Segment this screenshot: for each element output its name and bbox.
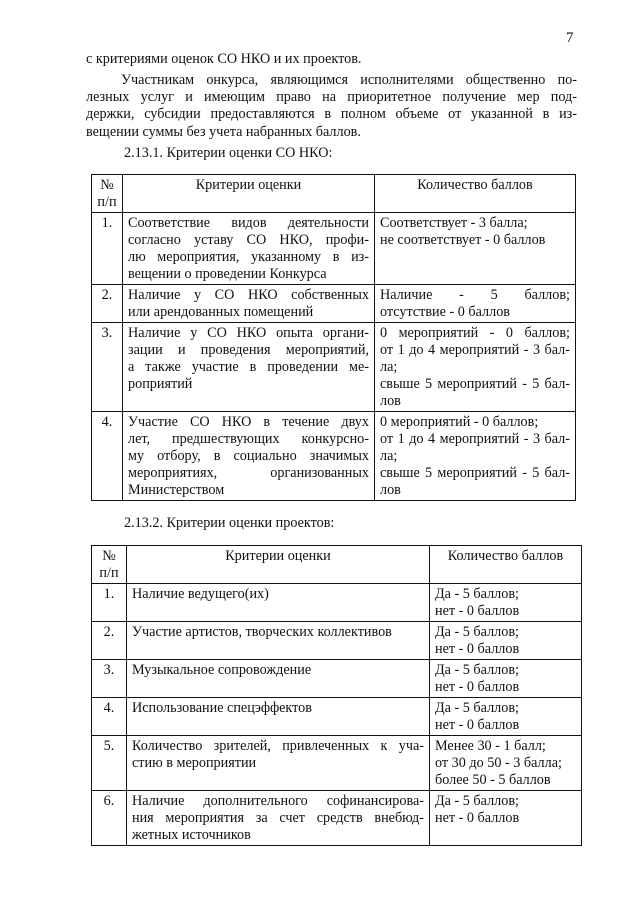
cell-line: Наличие - 5 баллов; [380,287,570,303]
cell-line: зации и проведения мероприятий, [128,342,369,358]
table-row [92,285,576,323]
header-criteria: Критерии оценки [127,546,430,584]
cell-line: Наличие дополнительного софинансирова- [132,793,424,809]
cell-line: стию в мероприятии [132,755,257,771]
paragraph-line: вещении суммы без учета набранных баллов. [86,123,361,140]
row-points [430,736,582,791]
cell-line: Министерством [128,482,225,498]
table-row [92,791,582,846]
cell-line: не соответствует - 0 баллов [380,232,546,248]
cell-line: Да - 5 баллов; [435,586,519,602]
row-criteria [123,412,375,501]
row-criteria [127,584,430,622]
section-heading-projects: 2.13.2. Критерии оценки проектов: [124,515,335,531]
row-num: 3. [92,323,123,412]
row-points [375,323,576,412]
header-num: № п/п [92,175,123,213]
row-criteria [123,323,375,412]
table-header-row [92,175,576,213]
table-row [92,412,576,501]
row-criteria [123,213,375,285]
cell-line: Соответствие видов деятельности [128,215,369,231]
cell-line: а также участие в проведении ме- [128,359,369,375]
cell-line: от 30 до 50 - 3 балла; [435,755,562,771]
row-points [430,791,582,846]
cell-line: лет, предшествующих конкурсно- [128,431,369,447]
row-num: 2. [92,285,123,323]
cell-line: Наличие у СО НКО опыта органи- [128,325,369,341]
table-row [92,323,576,412]
row-num: 5. [92,736,127,791]
row-points [430,698,582,736]
cell-line: ла; [380,359,398,375]
row-points [375,213,576,285]
cell-line: Менее 30 - 1 балл; [435,738,546,754]
cell-line: ния мероприятия за счет средств внебюд- [132,810,424,826]
cell-line: Наличие у СО НКО собственных [128,287,369,303]
row-criteria [127,698,430,736]
table-row [92,660,582,698]
row-criteria [123,285,375,323]
cell-line: нет - 0 баллов [435,679,520,695]
intro-line: с критериями оценок СО НКО и их проектов. [86,51,362,67]
paragraph-line: Участникам онкурса, являющимся исполнителями общественно по- [121,72,577,88]
table-row [92,736,582,791]
cell-line: роприятий [128,376,193,392]
section-heading-nko: 2.13.1. Критерии оценки СО НКО: [124,145,333,161]
cell-line: жетных источников [132,827,251,843]
cell-line: лов [380,482,401,498]
cell-line: Соответствует - 3 балла; [380,215,528,231]
row-criteria [127,791,430,846]
cell-line: вещении о проведении Конкурса [128,266,327,282]
row-num: 6. [92,791,127,846]
cell-line: от 1 до 4 мероприятий - 3 бал- [380,342,570,358]
cell-line: от 1 до 4 мероприятий - 3 бал- [380,431,570,447]
row-points [375,412,576,501]
cell-line: согласно уставу СО НКО, профи- [128,232,369,248]
cell-line: 0 мероприятий - 0 баллов; [380,325,570,341]
cell-line: свыше 5 мероприятий - 5 бал- [380,465,570,481]
row-num: 4. [92,698,127,736]
header-criteria: Критерии оценки [123,175,375,213]
cell-line: лов [380,393,401,409]
cell-line: Количество зрителей, привлеченных к уча- [132,738,424,754]
header-points: Количество баллов [375,175,576,213]
cell-line: Участие артистов, творческих коллективов [132,624,392,640]
row-criteria [127,660,430,698]
row-criteria [127,736,430,791]
cell-line: му отбору, в социально значимых [128,448,369,464]
row-points [430,622,582,660]
table-header-row [92,546,582,584]
cell-line: Да - 5 баллов; [435,700,519,716]
header-num: № п/п [92,546,127,584]
cell-line: Да - 5 баллов; [435,624,519,640]
row-points [430,660,582,698]
cell-line: мероприятиях, организованных [128,465,369,481]
row-points [430,584,582,622]
table-row [92,698,582,736]
table-row [92,213,576,285]
row-num: 1. [92,584,127,622]
cell-line: нет - 0 баллов [435,641,520,657]
cell-line: свыше 5 мероприятий - 5 бал- [380,376,570,392]
row-criteria [127,622,430,660]
table-row [92,622,582,660]
cell-line: нет - 0 баллов [435,717,520,733]
row-num: 1. [92,213,123,285]
cell-line: Музыкальное сопровождение [132,662,312,678]
cell-line: Да - 5 баллов; [435,793,519,809]
cell-line: Использование спецэффектов [132,700,312,716]
page-number: 7 [566,30,574,46]
cell-line: отсутствие - 0 баллов [380,304,510,320]
cell-line: Участие СО НКО в течение двух [128,414,369,430]
paragraph-line: держки, субсидии предоставляются в полном объеме от указанной в из- [86,106,577,123]
table-row [92,584,582,622]
row-num: 2. [92,622,127,660]
cell-line: Да - 5 баллов; [435,662,519,678]
cell-line: нет - 0 баллов [435,603,520,619]
cell-line: лю мероприятия, указанному в из- [128,249,369,265]
nko-criteria-table [91,174,576,501]
cell-line: нет - 0 баллов [435,810,520,826]
project-criteria-table [91,545,582,846]
cell-line: ла; [380,448,398,464]
cell-line: или арендованных помещений [128,304,314,320]
paragraph-line: лезных услуг и имеющим право на приоритетное получение мер под- [86,89,577,106]
row-points [375,285,576,323]
cell-line: более 50 - 5 баллов [435,772,551,788]
cell-line: Наличие ведущего(их) [132,586,269,602]
body-paragraph [86,72,577,141]
header-points: Количество баллов [430,546,582,584]
cell-line: 0 мероприятий - 0 баллов; [380,414,539,430]
row-num: 4. [92,412,123,501]
row-num: 3. [92,660,127,698]
